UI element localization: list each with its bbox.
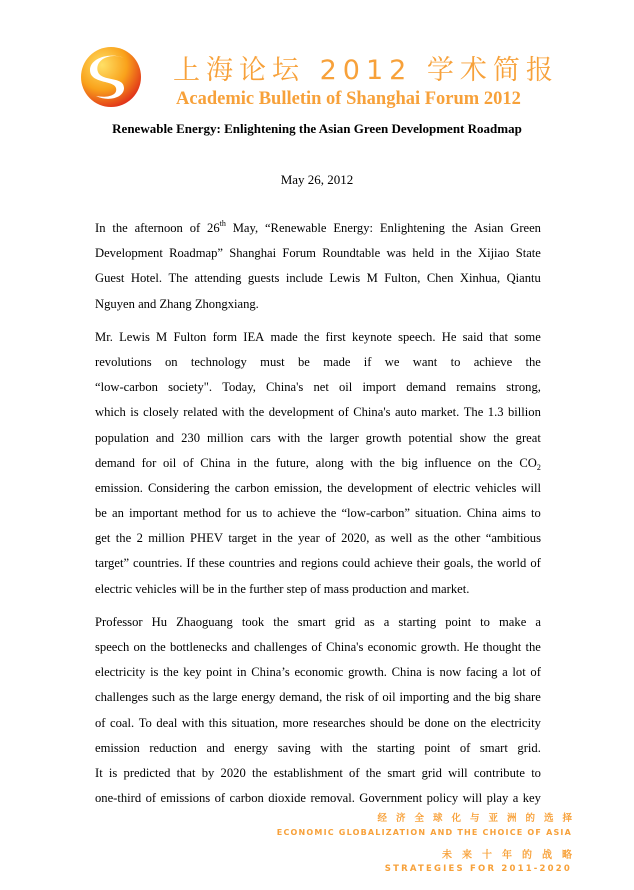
document-date: May 26, 2012 [280,172,354,187]
footer-en-line1: ECONOMIC GLOBALIZATION AND THE CHOICE OF ASIA [276,828,572,837]
text-line: “low-carbon society". Today, China's net oil import demand remains strong, [95,380,541,395]
text-line: target” countries. If these countries and regions could achieve their goals, the world of [95,556,541,571]
footer-slogan [276,810,582,874]
text-line: electric vehicles will be in the further step of mass production and market. [95,581,470,596]
text-line: Professor Hu Zhaoguang took the smart grid as a starting point to make a [95,614,541,629]
paragraph [95,327,541,604]
footer-cn-line2: 未来十年的战略 [442,850,582,861]
shanghai-forum-logo [80,46,142,108]
text-line: Development Roadmap” Shanghai Forum Roundtable was held in the Xijiao State [95,246,541,261]
english-title: Academic Bulletin of Shanghai Forum 2012 [176,89,521,109]
text-line: It is predicted that by 2020 the establishment of the smart grid will contribute to [95,765,541,780]
text-line: revolutions on technology must be made if we want to achieve the [95,354,541,369]
text-line: of coal. To deal with this situation, more researches should be done on the electricity [95,715,541,730]
text-line: Mr. Lewis M Fulton form IEA made the first keynote speech. He said that some [95,329,541,344]
paragraph [95,612,541,814]
document-title: Renewable Energy: Enlightening the Asian Green Development Roadmap [112,121,522,136]
chinese-title: 上海论坛 2012 学术简报 [173,55,559,86]
text-line: get the 2 million PHEV target in the year of 2020, as well as the other “ambitious [95,531,541,546]
text-line: speech on the bottlenecks and challenges of China's economic growth. He thought the [95,640,541,654]
text-line: be an important method for us to achieve the “low-carbon” situation. China aims to [95,506,541,521]
text-line: which is closely related with the development of China's auto market. The 1.3 billion [95,405,541,420]
text-line: demand for oil of China in the future, along with the big influence on the $CO_2$ [95,455,541,472]
text-line: emission reduction and energy saving with the starting point of smart grid. [95,740,541,755]
document-body [95,218,541,821]
text-line: challenges such as the large energy demand, the risk of oil importing and the big share [95,690,541,705]
footer-cn-line1: 经济全球化与亚洲的选择 [377,813,581,824]
text-line: Nguyen and Zhang Zhongxiang. [95,296,259,311]
text-line: electricity is the key point in China’s economic growth. China is now facing a lot of [95,665,541,680]
text-line: emission. Considering the carbon emission, the development of electric vehicles will [95,480,541,495]
text-line: one-third of emissions of carbon dioxide removal. Government policy will play a key [95,791,541,806]
paragraph [95,218,541,319]
text-line: Guest Hotel. The attending guests include Lewis M Fulton, Chen Xinhua, Qiantu [95,271,541,286]
text-line: population and 230 million cars with the larger growth potential show the great [95,430,541,445]
text-line: In the afternoon of 26th May, “Renewable Energy: Enlightening the Asian Green [95,219,541,235]
footer-en-line2: STRATEGIES FOR 2011-2020 [384,864,572,874]
